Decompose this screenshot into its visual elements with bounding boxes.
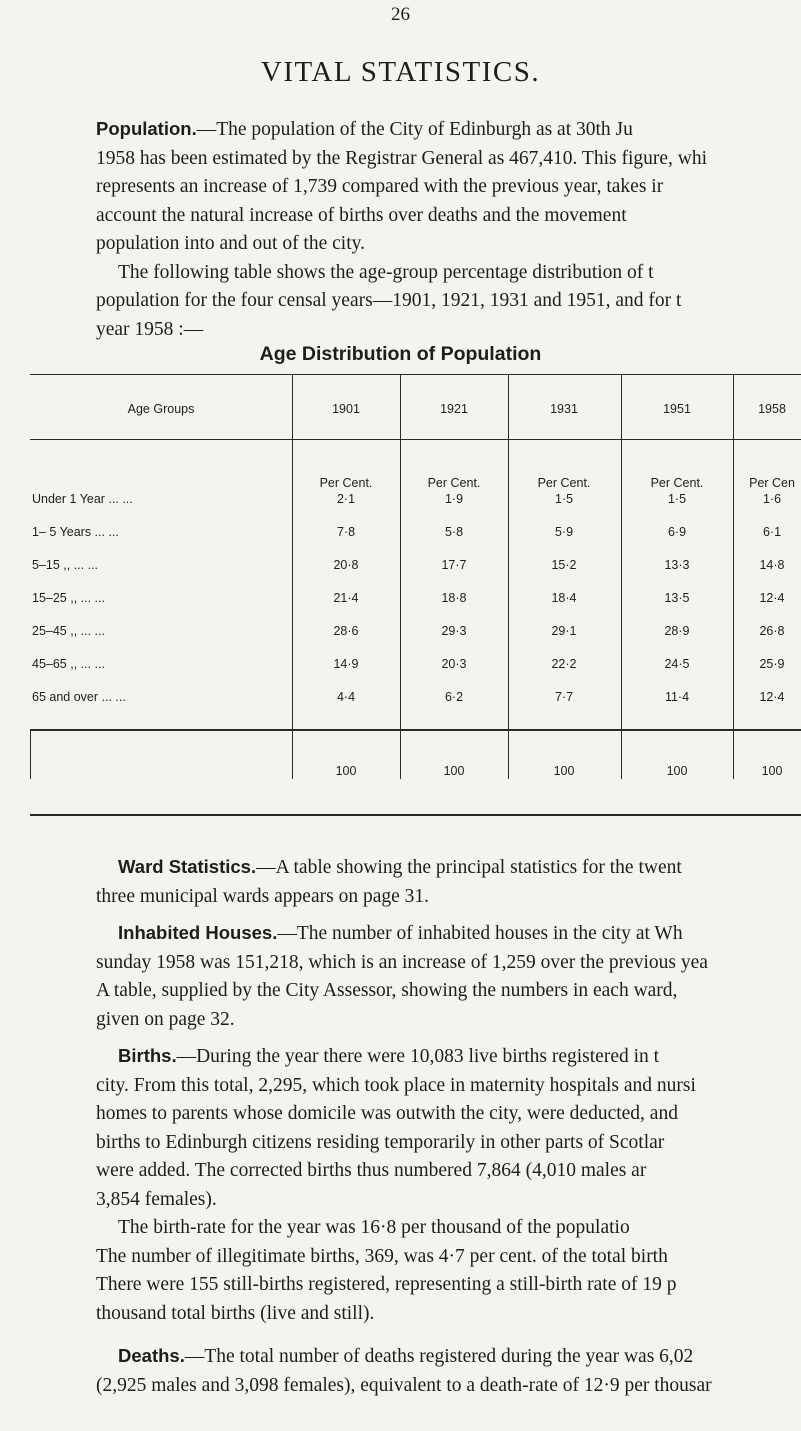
- table-total-rule: [30, 729, 801, 731]
- paragraph-line: There were 155 still-births registered, representing a still-birth rate of 19 p: [96, 1274, 677, 1295]
- table-cell: 2·1: [336, 492, 356, 506]
- section-heading: Deaths.: [118, 1345, 185, 1366]
- page-title: VITAL STATISTICS.: [260, 56, 541, 88]
- section-heading: Inhabited Houses.: [118, 922, 278, 943]
- table-cell: 13·3: [664, 558, 690, 572]
- paragraph-line: (2,925 males and 3,098 females), equivalent to a death-rate of 12·9 per thousar: [96, 1374, 712, 1396]
- table-cell: 7·7: [554, 690, 574, 704]
- population-paragraph: [96, 115, 801, 344]
- table-column-rule: [400, 374, 401, 779]
- table-header-year: 1958: [758, 402, 786, 416]
- paragraph-line: homes to parents whose domicile was outwith the city, were deducted, and: [96, 1103, 678, 1124]
- paragraph-line: The number of illegitimate births, 369, was 4·7 per cent. of the total birth: [96, 1245, 668, 1267]
- table-cell: 21·4: [333, 591, 359, 605]
- table-cell: 28·6: [333, 624, 359, 638]
- paragraph-line: represents an increase of 1,739 compared with the previous year, takes ir: [96, 176, 664, 197]
- table-cell: 15·2: [551, 558, 577, 572]
- table-cell: 5·8: [444, 525, 464, 539]
- table-row-label: 65 and over ... ...: [32, 690, 126, 704]
- table-cell: 6·1: [762, 525, 782, 539]
- section-heading: Births.: [118, 1045, 177, 1066]
- table-cell: 4·4: [336, 690, 356, 704]
- table-row-label: Under 1 Year ... ...: [32, 492, 133, 506]
- table-unit-label: Per Cent.: [537, 476, 591, 490]
- table-unit-label: Per Cent.: [650, 476, 704, 490]
- table-header-year: 1951: [663, 402, 691, 416]
- table-cell: 29·1: [551, 624, 577, 638]
- table-cell: 1·5: [554, 492, 574, 506]
- table-column-rule: [508, 374, 509, 779]
- table-total-cell: 100: [335, 764, 357, 778]
- table-header-year: 1931: [550, 402, 578, 416]
- inhabited-houses-paragraph: [96, 919, 801, 1034]
- births-paragraph: [96, 1042, 801, 1328]
- table-row-label: 15–25 ,, ... ...: [32, 591, 105, 605]
- section-heading: Population.: [96, 118, 197, 139]
- table-cell: 20·3: [441, 657, 467, 671]
- paragraph-line: A table, supplied by the City Assessor, showing the numbers in each ward,: [96, 980, 678, 1001]
- table-row-label: 1– 5 Years ... ...: [32, 525, 119, 539]
- page-number: 26: [391, 4, 410, 25]
- table-cell: 24·5: [664, 657, 690, 671]
- table-unit-label: Per Cent.: [319, 476, 373, 490]
- paragraph-line: were added. The corrected births thus numbered 7,864 (4,010 males ar: [96, 1160, 647, 1181]
- paragraph-line: Ward Statistics.—A table showing the principal statistics for the twent: [118, 856, 682, 878]
- table-column-rule: [621, 374, 622, 779]
- paragraph-line: given on page 32.: [96, 1008, 235, 1030]
- table-row-label: 25–45 ,, ... ...: [32, 624, 105, 638]
- paragraph-line: The following table shows the age-group percentage distribution of t: [118, 261, 654, 283]
- table-header-age-groups: Age Groups: [127, 402, 195, 416]
- table-cell: 20·8: [333, 558, 359, 572]
- paragraph-line: The birth-rate for the year was 16·8 per thousand of the populatio: [118, 1217, 630, 1238]
- table-cell: 14·8: [759, 558, 785, 572]
- paragraph-line: 3,854 females).: [96, 1188, 217, 1210]
- table-cell: 29·3: [441, 624, 467, 638]
- table-total-cell: 100: [553, 764, 575, 778]
- table-cell: 18·4: [551, 591, 577, 605]
- paragraph-line: thousand total births (live and still).: [96, 1302, 375, 1324]
- table-cell: 1·6: [762, 492, 782, 506]
- table-title: Age Distribution of Population: [259, 343, 542, 365]
- paragraph-line: year 1958 :—: [96, 318, 204, 340]
- table-cell: 6·9: [667, 525, 687, 539]
- table-cell: 11·4: [664, 690, 690, 704]
- table-cell: 25·9: [759, 657, 785, 671]
- table-cell: 18·8: [441, 591, 467, 605]
- table-cell: 13·5: [664, 591, 690, 605]
- table-cell: 1·5: [667, 492, 687, 506]
- table-row-label: 5–15 ,, ... ...: [32, 558, 99, 572]
- section-heading: Ward Statistics.: [118, 856, 257, 877]
- table-row-label: 45–65 ,, ... ...: [32, 657, 105, 671]
- table-total-cell: 100: [761, 764, 783, 778]
- paragraph-line: city. From this total, 2,295, which took place in maternity hospitals and nursi: [96, 1074, 696, 1096]
- table-total-cell: 100: [666, 764, 688, 778]
- table-cell: 6·2: [444, 690, 464, 704]
- table-cell: 12·4: [759, 690, 785, 704]
- table-unit-label: Per Cent.: [427, 476, 481, 490]
- table-cell: 5·9: [554, 525, 574, 539]
- paragraph-line: Births.—During the year there were 10,083 live births registered in t: [118, 1045, 660, 1067]
- table-top-rule: [30, 374, 801, 375]
- paragraph-line: Deaths.—The total number of deaths registered during the year was 6,02: [118, 1345, 694, 1367]
- table-unit-label: Per Cen: [749, 476, 795, 490]
- table-header-year: 1901: [332, 402, 360, 416]
- table-cell: 7·8: [336, 525, 356, 539]
- table-cell: 22·2: [551, 657, 577, 671]
- paragraph-line: population into and out of the city.: [96, 233, 365, 254]
- table-header-rule: [30, 439, 801, 440]
- table-cell: 26·8: [759, 624, 785, 638]
- table-cell: 17·7: [441, 558, 467, 572]
- deaths-paragraph: [96, 1342, 801, 1400]
- table-column-rule: [292, 374, 293, 779]
- table-cell: 14·9: [333, 657, 359, 671]
- paragraph-line: account the natural increase of births over deaths and the movement: [96, 204, 627, 226]
- table-bottom-rule: [30, 814, 801, 816]
- age-distribution-table: [30, 374, 801, 816]
- paragraph-line: births to Edinburgh citizens residing temporarily in other parts of Scotlar: [96, 1131, 665, 1153]
- paragraph-line: three municipal wards appears on page 31.: [96, 885, 430, 907]
- paragraph-line: Inhabited Houses.—The number of inhabited houses in the city at Wh: [118, 922, 683, 944]
- paragraph-line: 1958 has been estimated by the Registrar General as 467,410. This figure, whi: [96, 147, 708, 169]
- paragraph-line: sunday 1958 was 151,218, which is an increase of 1,259 over the previous yea: [96, 951, 708, 973]
- ward-statistics-paragraph: [96, 853, 801, 911]
- table-cell: 12·4: [759, 591, 785, 605]
- table-cell: 1·9: [444, 492, 464, 506]
- table-total-cell: 100: [443, 764, 465, 778]
- table-cell: 28·9: [664, 624, 690, 638]
- table-column-rule: [733, 374, 734, 779]
- table-left-rule: [30, 729, 31, 779]
- paragraph-line: Population.—The population of the City of Edinburgh as at 30th Ju: [96, 118, 633, 140]
- table-header-year: 1921: [440, 402, 468, 416]
- paragraph-line: population for the four censal years—1901, 1921, 1931 and 1951, and for t: [96, 290, 682, 311]
